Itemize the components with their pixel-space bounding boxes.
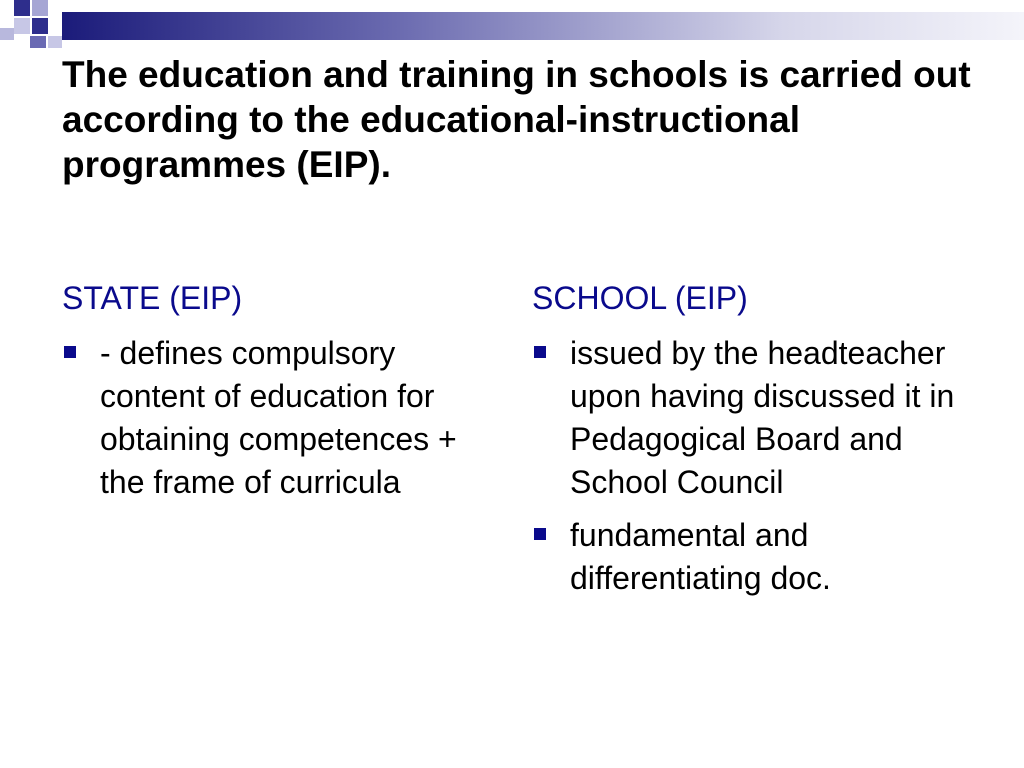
decorative-square-icon: [0, 28, 14, 40]
school-eip-column: [532, 278, 972, 610]
square-bullet-icon: [534, 528, 546, 540]
square-bullet-icon: [64, 346, 76, 358]
school-eip-heading: SCHOOL (EIP): [532, 280, 748, 316]
decorative-square-icon: [48, 36, 62, 48]
state-eip-heading: STATE (EIP): [62, 280, 243, 316]
list-item: [532, 332, 972, 504]
square-bullet-icon: [534, 346, 546, 358]
bullet-text: issued by the headteacher upon having discussed it in Pedagogical Board and School Council: [570, 335, 955, 500]
state-eip-column: [62, 278, 482, 514]
list-item: [532, 514, 972, 600]
decorative-square-icon: [32, 0, 48, 16]
decorative-square-icon: [30, 36, 46, 48]
slide-title: The education and training in schools is carried out according to the educational-instructional programmes (EIP).: [62, 54, 971, 185]
header-gradient-bar: [62, 12, 1024, 40]
state-eip-bullet-list: [62, 332, 482, 504]
decorative-square-icon: [14, 18, 30, 34]
school-eip-bullet-list: [532, 332, 972, 600]
bullet-text: - defines compulsory content of education for obtaining competences + the frame of curricula: [100, 335, 457, 500]
list-item: [62, 332, 482, 504]
decorative-square-icon: [32, 18, 48, 34]
decorative-square-icon: [14, 0, 30, 16]
bullet-text: fundamental and differentiating doc.: [570, 517, 831, 596]
